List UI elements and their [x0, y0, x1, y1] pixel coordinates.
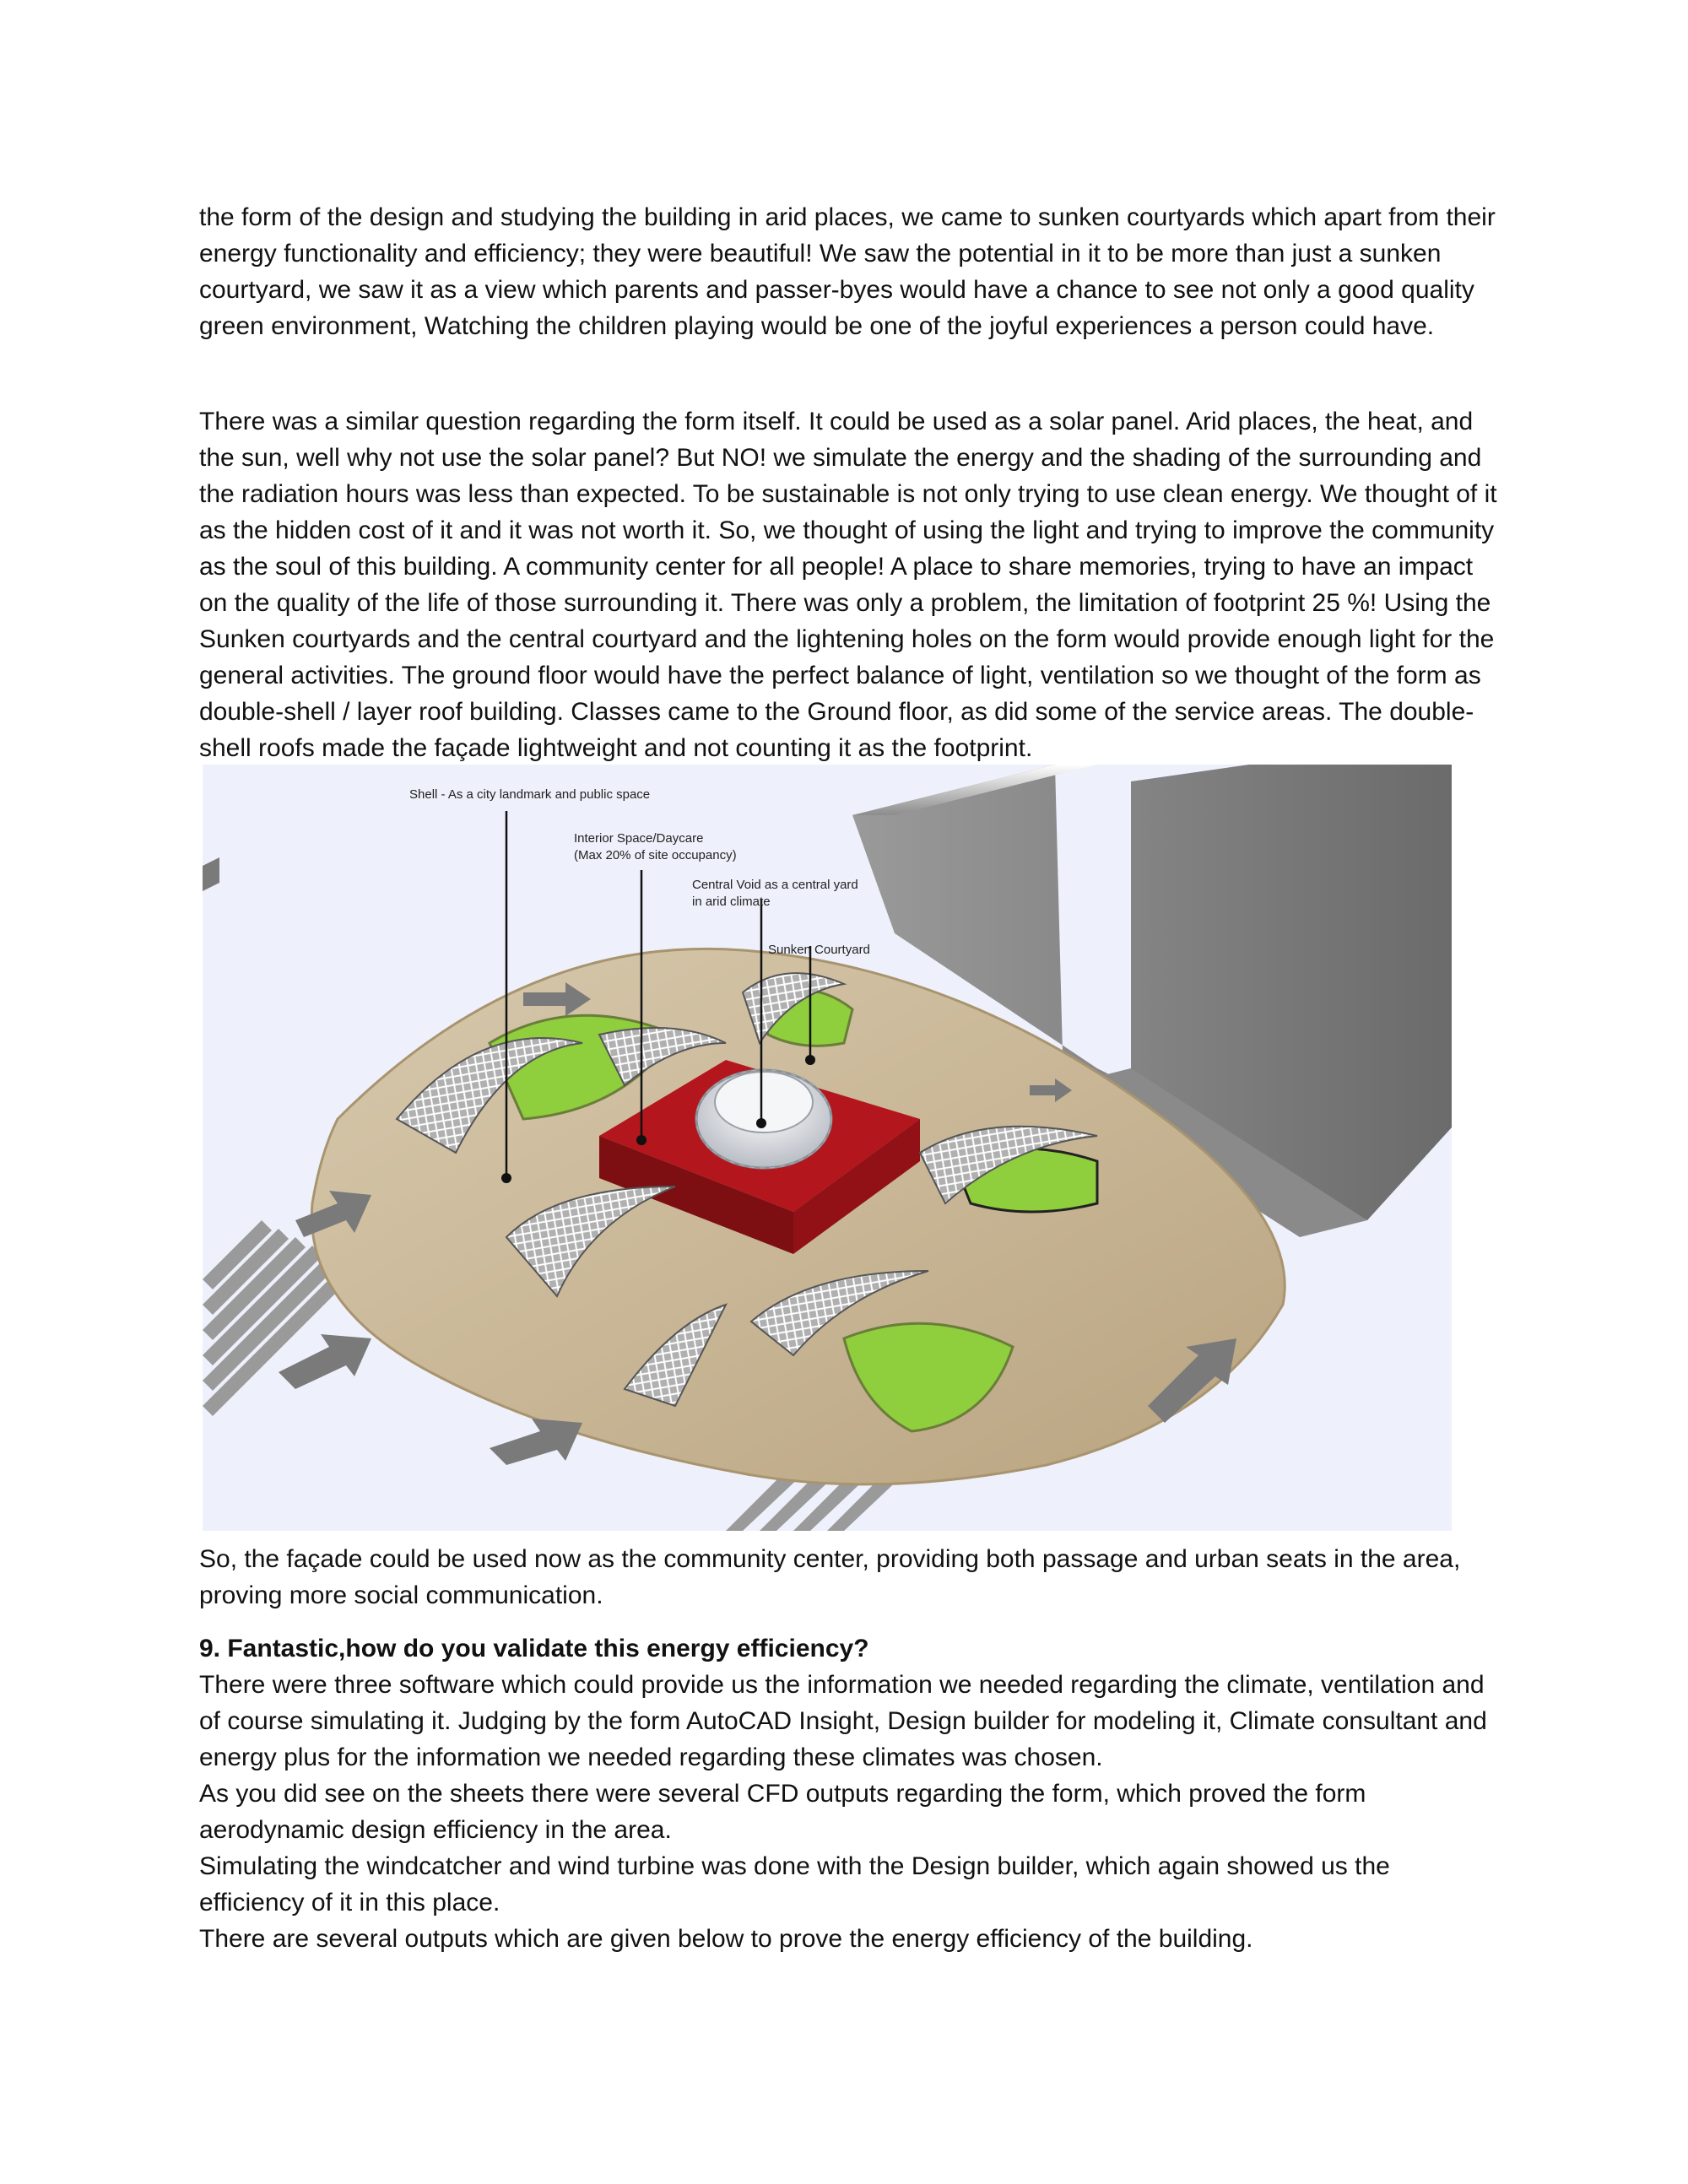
callout-void-label-line1: Central Void as a central yard	[692, 878, 858, 892]
building-diagram-svg	[203, 765, 1452, 1531]
callout-shell-label: Shell - As a city landmark and public space	[409, 787, 651, 802]
section-heading-validate: 9. Fantastic,how do you validate this energy efficiency?	[199, 1635, 869, 1662]
paragraph-software: There were three software which could provide us the information we needed regarding the climate, ventilation and of course simulating it. Judging by the form AutoCAD Insight, Design builder for modeling it, Climate consultant and energy plus for the information we needed regarding these climates was chosen.	[199, 1671, 1487, 1771]
callout-interior-label-line2: (Max 20% of site occupancy)	[574, 848, 737, 862]
paragraph-facade-community: So, the façade could be used now as the community center, providing both passage and urban seats in the area, proving more social communication.	[199, 1545, 1461, 1609]
callout-void-label-line2: in arid climate	[692, 895, 771, 909]
callout-sunken-label: Sunken Courtyard	[768, 943, 870, 957]
paragraph-outputs-below: There are several outputs which are given below to prove the energy efficiency of the building.	[199, 1925, 1253, 1953]
paragraph-solar-panel-question: There was a similar question regarding the form itself. It could be used as a solar panel. Arid places, the heat, and the sun, well why not use the solar panel? But NO! we simulate the energy and the shading of the surrounding and the radiation hours was less than expected. To be sustainable is not only trying to use clean energy. We thought of it as the hidden cost of it and it was not worth it. So, we thought of using the light and trying to improve the community as the soul of this building. A community center for all people! A place to share memories, trying to have an impact on the quality of the life of those surrounding it. There was only a problem, the limitation of footprint 25 %! Using the Sunken courtyards and the central courtyard and the lightening holes on the form would provide enough light for the general activities. The ground floor would have the perfect balance of light, ventilation so we thought of the form as double-shell / layer roof building. Classes came to the Ground floor, as did some of the service areas. The double-shell roofs made the façade lightweight and not counting it as the footprint.	[199, 408, 1497, 762]
paragraph-sunken-courtyards: the form of the design and studying the building in arid places, we came to sunken courtyards which apart from their energy functionality and efficiency; they were beautiful! We saw the potential in it to be more than just a sunken courtyard, we saw it as a view which parents and passer-byes would have a chance to see not only a good quality green environment, Watching the children playing would be one of the joyful experiences a person could have.	[199, 203, 1496, 340]
callout-interior-label-line1: Interior Space/Daycare	[574, 831, 704, 846]
paragraph-windcatcher: Simulating the windcatcher and wind turbine was done with the Design builder, which again showed us the efficiency of it in this place.	[199, 1852, 1390, 1916]
paragraph-cfd-outputs: As you did see on the sheets there were several CFD outputs regarding the form, which proved the form aerodynamic design efficiency in the area.	[199, 1780, 1366, 1844]
building-diagram-figure	[203, 765, 1452, 1531]
